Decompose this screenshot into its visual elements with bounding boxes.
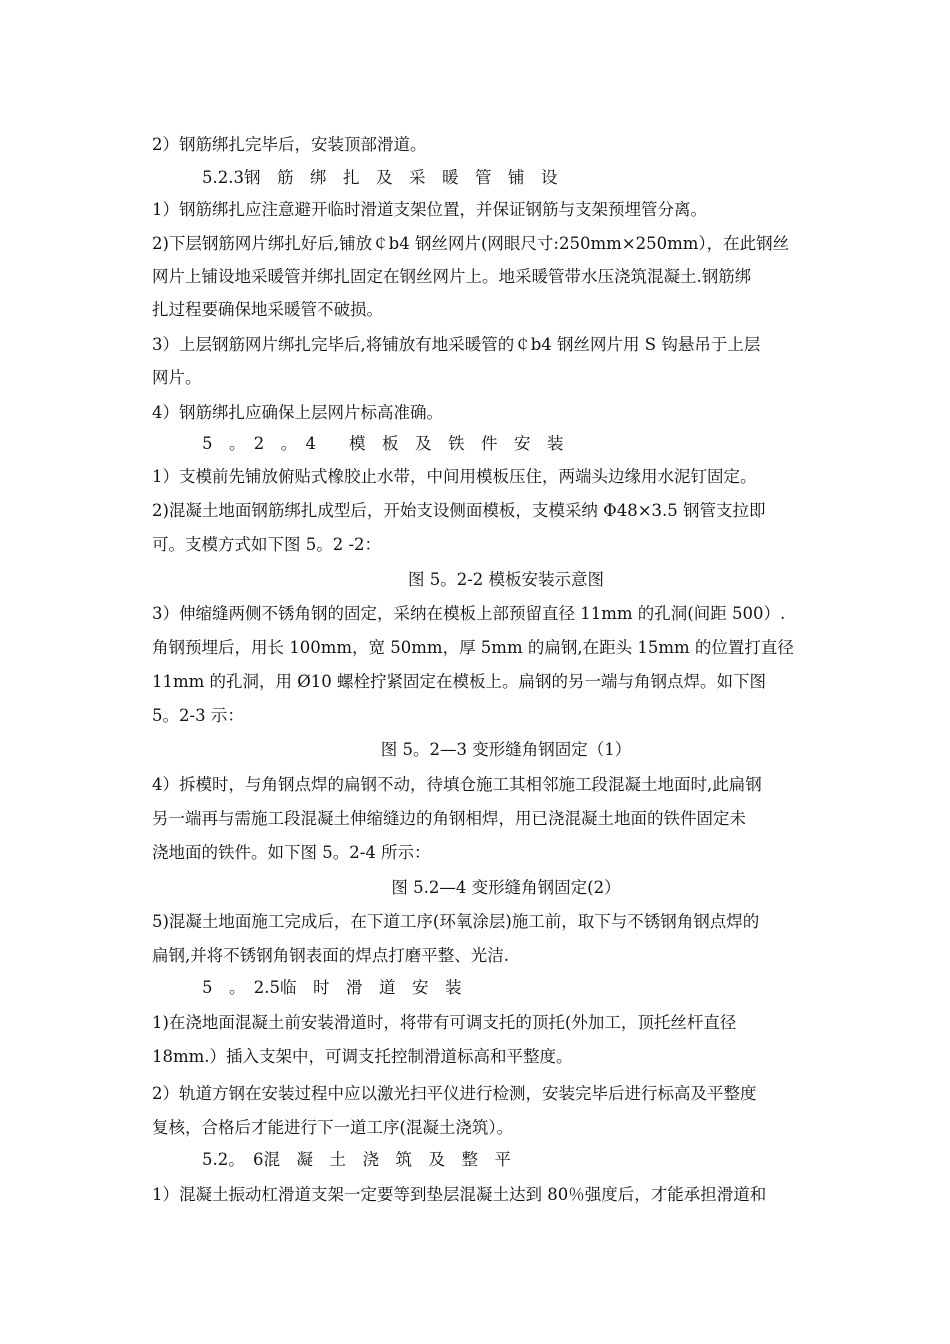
paragraph-line: 2)下层钢筋网片绑扎好后,铺放￠b4 钢丝网片(网眼尺寸:250mm×250mm），在此钢丝 [152,234,790,253]
paragraph-line: 角钢预埋后，用长 100mm，宽 50mm，厚 5mm 的扁钢,在距头 15mm 的位置打直径 [152,638,794,657]
paragraph-line: 2）轨道方钢在安装过程中应以激光扫平仪进行检测，安装完毕后进行标高及平整度 [152,1084,757,1103]
section-heading-5-2-6: 5.2。 6混 凝 土 浇 筑 及 整 平 [202,1150,511,1169]
paragraph-line: 2)混凝土地面钢筋绑扎成型后，开始支设侧面模板，支模采纳 Φ48×3.5 钢管支拉即 [152,501,766,520]
paragraph-line: 复核，合格后才能进行下一道工序(混凝土浇筑）。 [152,1118,514,1137]
paragraph-line: 浇地面的铁件。如下图 5。2-4 所示： [152,843,431,862]
paragraph-line: 1)在浇地面混凝土前安装滑道时，将带有可调支托的顶托(外加工，顶托丝杆直径 [152,1013,737,1032]
paragraph-line: 网片上铺设地采暖管并绑扎固定在钢丝网片上。地采暖管带水压浇筑混凝土.钢筋绑 [152,267,752,286]
document-page [152,0,860,1344]
paragraph-line: 5。2-3 示： [152,706,244,725]
paragraph-line: 1）支模前先铺放俯贴式橡胶止水带，中间用模板压住，两端头边缘用水泥钉固定。 [152,467,757,486]
figure-caption-5-2-2: 图 5。2-2 模板安装示意图 [407,570,605,589]
paragraph-line: 18mm.）插入支架中，可调支托控制滑道标高和平整度。 [152,1047,573,1066]
section-heading-5-2-4: 5 。 2 。 4 模 板 及 铁 件 安 装 [202,434,564,453]
paragraph-line: 1）混凝土振动杠滑道支架一定要等到垫层混凝土达到 80％强度后，才能承担滑道和 [152,1185,767,1204]
section-heading-5-2-3: 5.2.3钢 筋 绑 扎 及 采 暖 管 铺 设 [202,168,558,187]
paragraph-line: 5)混凝土地面施工完成后，在下道工序(环氧涂层)施工前，取下与不锈钢角钢点焊的 [152,912,760,931]
paragraph-line: 4）拆模时，与角钢点焊的扁钢不动，待填仓施工其相邻施工段混凝土地面时,此扁钢 [152,775,762,794]
figure-caption-5-2-3: 图 5。2—3 变形缝角钢固定（1） [380,740,632,759]
paragraph-line: 扁钢,并将不锈钢角钢表面的焊点打磨平整、光洁. [152,946,509,965]
paragraph-line: 4）钢筋绑扎应确保上层网片标高准确。 [152,403,443,422]
section-heading-5-2-5: 5 。 2.5临 时 滑 道 安 装 [202,978,462,997]
paragraph-line: 11mm 的孔洞，用 Ø10 螺栓拧紧固定在模板上。扁钢的另一端与角钢点焊。如下图 [152,672,767,691]
paragraph-line: 3）上层钢筋网片绑扎完毕后,将铺放有地采暖管的￠b4 钢丝网片用 S 钩悬吊于上层 [152,335,761,354]
paragraph-line: 另一端再与需施工段混凝土伸缩缝边的角钢相焊，用已浇混凝土地面的铁件固定未 [152,809,746,828]
paragraph-line: 扎过程要确保地采暖管不破损。 [152,300,383,319]
paragraph-line: 1）钢筋绑扎应注意避开临时滑道支架位置，并保证钢筋与支架预埋管分离。 [152,200,707,219]
paragraph-line: 3）伸缩缝两侧不锈角钢的固定，采纳在模板上部预留直径 11mm 的孔洞(间距 500）. [152,604,786,623]
paragraph-line: 可。支模方式如下图 5。2 -2： [152,535,382,554]
figure-caption-5-2-4: 图 5.2—4 变形缝角钢固定(2） [391,878,621,897]
paragraph-line: 网片。 [152,368,202,387]
paragraph-line: 2）钢筋绑扎完毕后，安装顶部滑道。 [152,135,427,154]
